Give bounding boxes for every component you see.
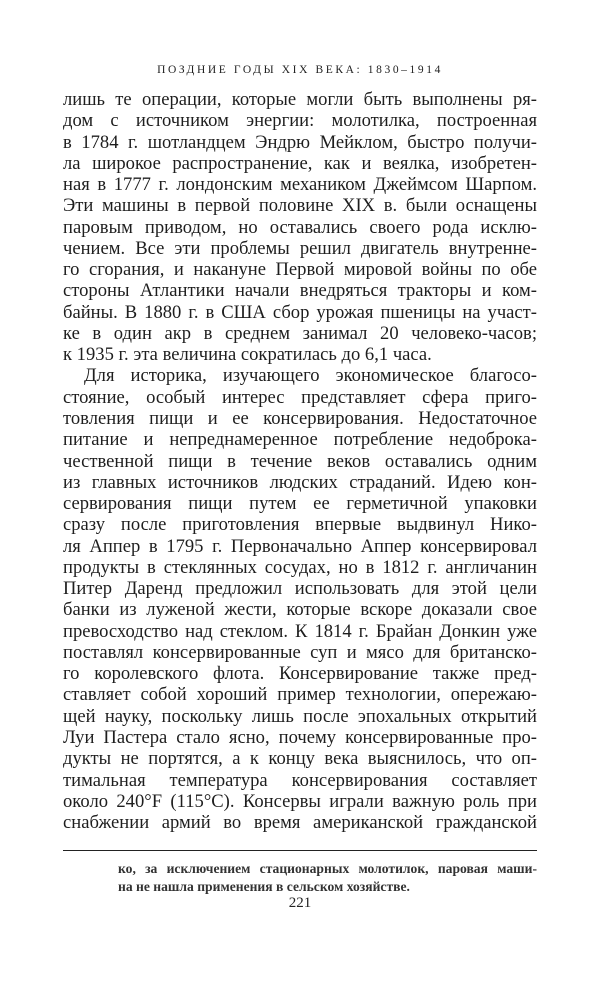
text-line: Луи Пастера стало ясно, почему консервированные про- [63,726,537,748]
footnote-line: на не нашла применения в сельском хозяйстве. [118,879,410,894]
text-line: лишь те операции, которые могли быть выполнены ря- [63,89,537,110]
paragraph-2 [63,365,537,833]
text-line: Для историка, изучающего экономическое благосо- [84,365,537,387]
text-line: дукты не портятся, а к концу века выяснилось, что оп- [63,748,537,770]
text-line: к 1935 г. эта величина сократилась до 6,1 часа. [63,344,432,366]
text-line: ная в 1777 г. лондонским механиком Джеймсом Шарпом. [63,174,537,196]
footnote-line: ко, за исключением стационарных молотилок, паровая маши- [118,861,537,876]
page-number: 221 [288,895,312,911]
running-header: ПОЗДНИЕ ГОДЫ XIX ВЕКА: 1830–1914 [157,64,443,76]
text-line: товления пищи и ее консервирования. Недостаточное [63,407,537,429]
text-line: стояние, особый интерес представляет сфера приго- [63,386,537,408]
text-line: щей науку, поскольку лишь после эпохальных открытий [63,705,537,727]
text-line: ке в один акр в среднем занимал 20 человеко-часов; [63,322,537,344]
text-line: превосходство над стеклом. К 1814 г. Брайан Донкин уже [63,620,537,642]
text-line: банки из луженой жести, которые вскоре доказали свое [63,599,537,621]
text-line: около 240°F (115°C). Консервы играли важную роль при [63,790,537,812]
text-line: Питер Даренд предложил использовать для этой цели [63,578,537,600]
text-line: сразу после приготовления впервые выдвинул Нико- [63,514,537,536]
text-line: паровым приводом, но оставались своего рода исклю- [63,216,537,238]
text-line: го королевского флота. Консервирование также пред- [63,663,537,685]
text-line: байны. В 1880 г. в США сбор урожая пшеницы на участ- [63,301,537,323]
text-line: продукты в стеклянных сосудах, но в 1812 г. англичанин [63,556,537,578]
footnote-divider [63,850,537,851]
text-line: стороны Атлантики начали внедряться тракторы и ком- [63,280,537,302]
text-line: ла широкое распространение, как и веялка, изобретен- [63,152,537,174]
footnote [118,860,537,896]
text-line: Эти машины в первой половине XIX в. были оснащены [63,195,537,217]
text-line: из главных источников людских страданий. Идею кон- [63,471,537,493]
text-line: ля Аппер в 1795 г. Первоначально Аппер консервировал [63,535,537,557]
text-line: тимальная температура консервирования составляет [63,769,537,791]
text-line: дом с источником энергии: молотилка, построенная [63,110,537,132]
text-line: сервирования пищи путем ее герметичной упаковки [63,493,537,515]
body-text [63,89,537,833]
text-line: питание и непреднамеренное потребление недоброка- [63,429,537,451]
text-line: чественной пищи в течение веков оставались одним [63,450,537,472]
text-line: поставлял консервированные суп и мясо для британско- [63,641,537,663]
text-line: ставляет собой хороший пример технологии, опережаю- [63,684,537,706]
paragraph-1 [63,89,537,365]
text-line: го сгорания, и накануне Первой мировой войны по обе [63,259,537,281]
text-line: в 1784 г. шотландцем Эндрю Мейклом, быстро получи- [63,131,537,153]
text-line: чением. Все эти проблемы решил двигатель внутренне- [63,237,537,259]
text-line: снабжении армий во время американской гражданской [63,812,537,834]
